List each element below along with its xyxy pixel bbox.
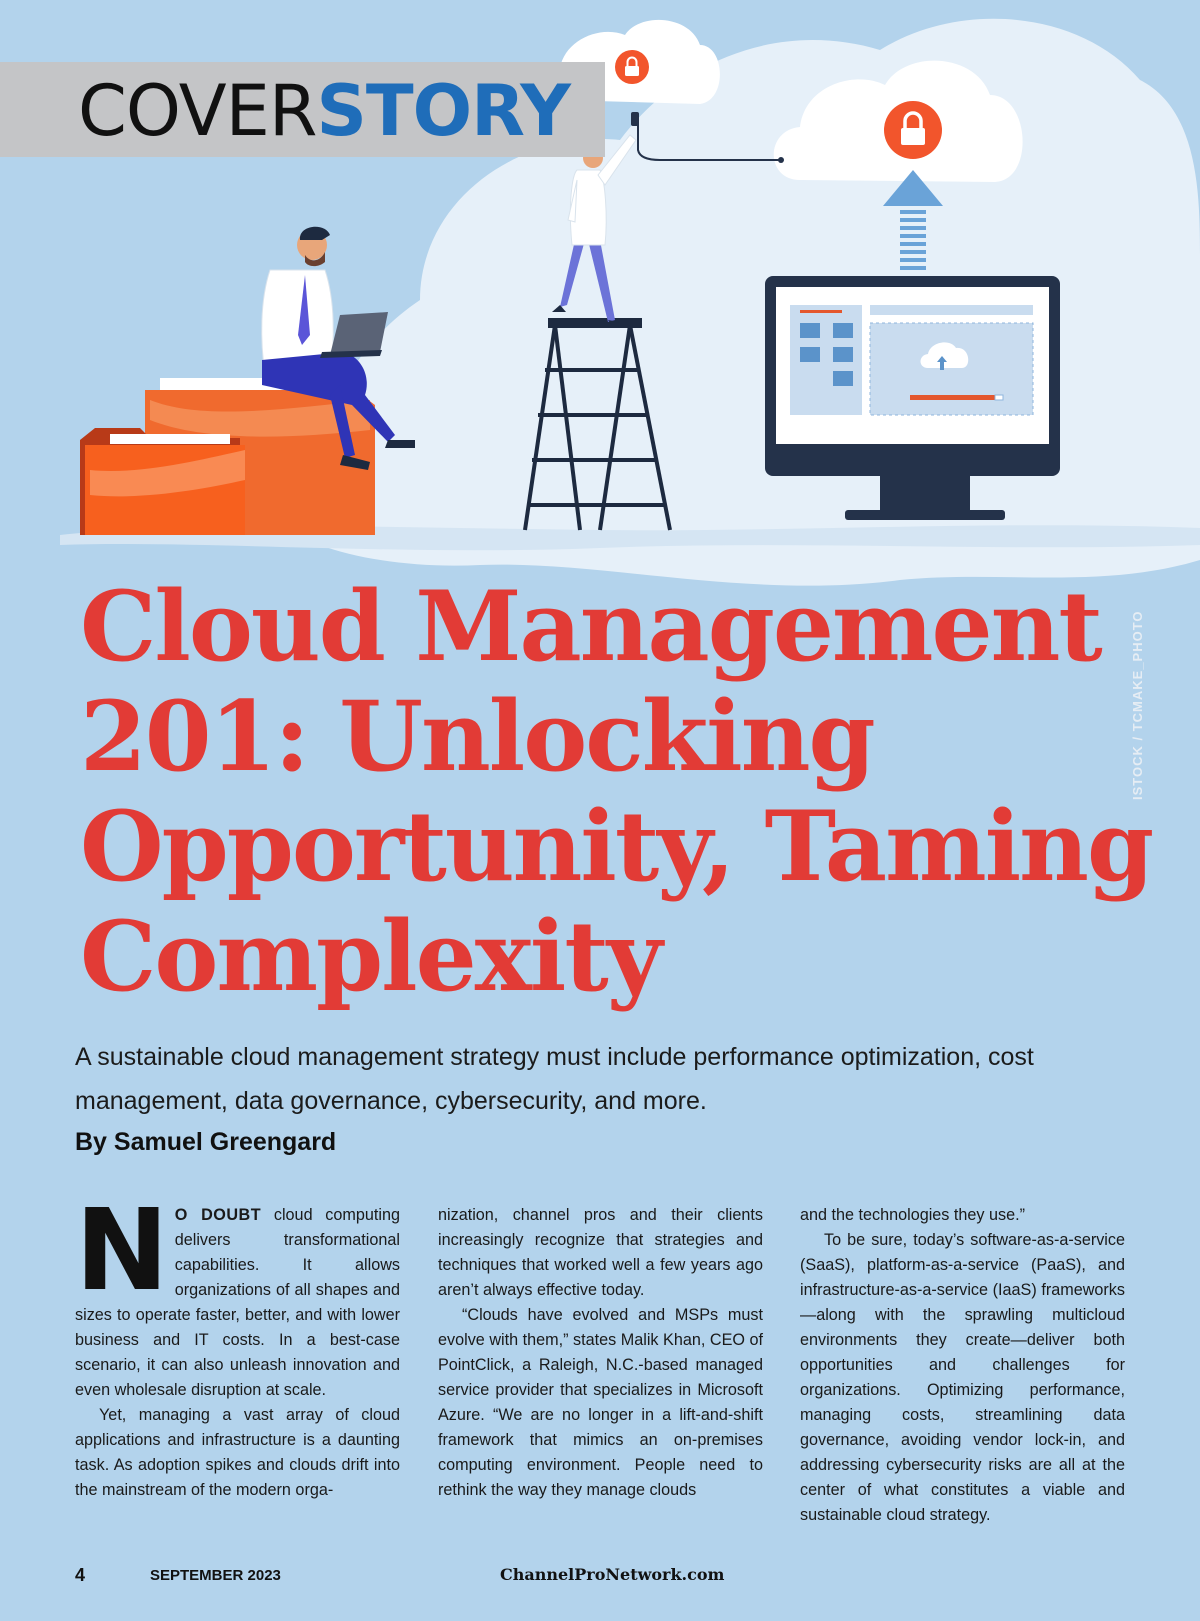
article-paragraph: nization, channel pros and their clients increasingly recognize that strategies and techniques that worked well a few years ago aren’t always effective today. bbox=[438, 1206, 763, 1299]
issue-date: SEPTEMBER 2023 bbox=[150, 1567, 281, 1584]
website-link[interactable]: ChannelProNetwork.com bbox=[500, 1565, 725, 1584]
article-paragraph bbox=[75, 1186, 400, 1403]
article-paragraph: Yet, managing a vast array of cloud applications and infrastructure is a daunting task. As adoption spikes and clouds drift into the mainstream of the modern orga- bbox=[75, 1406, 400, 1499]
headline bbox=[80, 572, 1160, 1012]
folder-icon bbox=[80, 428, 245, 535]
article-paragraph: and the technologies they use.” bbox=[800, 1206, 1025, 1224]
article-column-1 bbox=[75, 1186, 400, 1503]
deck-subtitle: A sustainable cloud management strategy must include performance optimization, cost management, data governance, cybersecurity, and more. bbox=[75, 1043, 1034, 1115]
article-paragraph: “Clouds have evolved and MSPs must evolve with them,” states Malik Khan, CEO of PointClick, a Raleigh, N.C.-based managed service provider that specializes in Microsoft Azure. “We are no longer in a lift-and-shift framework that mimics an on-premises computing environment. People need to rethink the way they manage clouds bbox=[438, 1306, 763, 1499]
photo-credit: ISTOCK / TCMAKE_PHOTO bbox=[1130, 610, 1145, 800]
headline-line-4: Complexity bbox=[80, 900, 661, 1013]
page-number: 4 bbox=[75, 1565, 86, 1585]
lock-icon bbox=[884, 101, 942, 159]
paragraph-text: cloud computing delivers transformational capabilities. It allows organizations of all shapes and sizes to operate faster, better, and with lower business and IT costs. In a best-case scenario, it can also unleash innovation and even wholesale disruption at scale. bbox=[75, 1206, 400, 1399]
article-column-2 bbox=[438, 1203, 763, 1503]
byline: By Samuel Greengard bbox=[75, 1128, 337, 1156]
section-banner-label bbox=[78, 66, 570, 156]
section-banner-cover: COVER bbox=[78, 70, 317, 152]
lock-icon bbox=[615, 50, 649, 84]
headline-line-2: 201: Unlocking bbox=[80, 680, 874, 793]
article-column-3 bbox=[800, 1203, 1125, 1528]
headline-line-1: Cloud Management bbox=[80, 570, 1101, 683]
headline-line-3: Opportunity, Taming bbox=[80, 790, 1153, 903]
drop-cap: N bbox=[75, 1186, 169, 1316]
page-footer bbox=[0, 1565, 1200, 1595]
lead-in: O DOUBT bbox=[174, 1206, 262, 1224]
article-paragraph: To be sure, today’s software-as-a-service (SaaS), platform-as-a-service (PaaS), and infrastructure-as-a-service (IaaS) frameworks—along with the sprawling multicloud environments they create—deliver both opportunities and challenges for organizations. Optimizing performance, managing costs, streamlining data governance, avoiding vendor lock-in, and addressing cybersecurity risks are all at the center of what constitutes a viable and sustainable cloud strategy. bbox=[800, 1231, 1125, 1524]
section-banner-story: STORY bbox=[316, 70, 570, 152]
